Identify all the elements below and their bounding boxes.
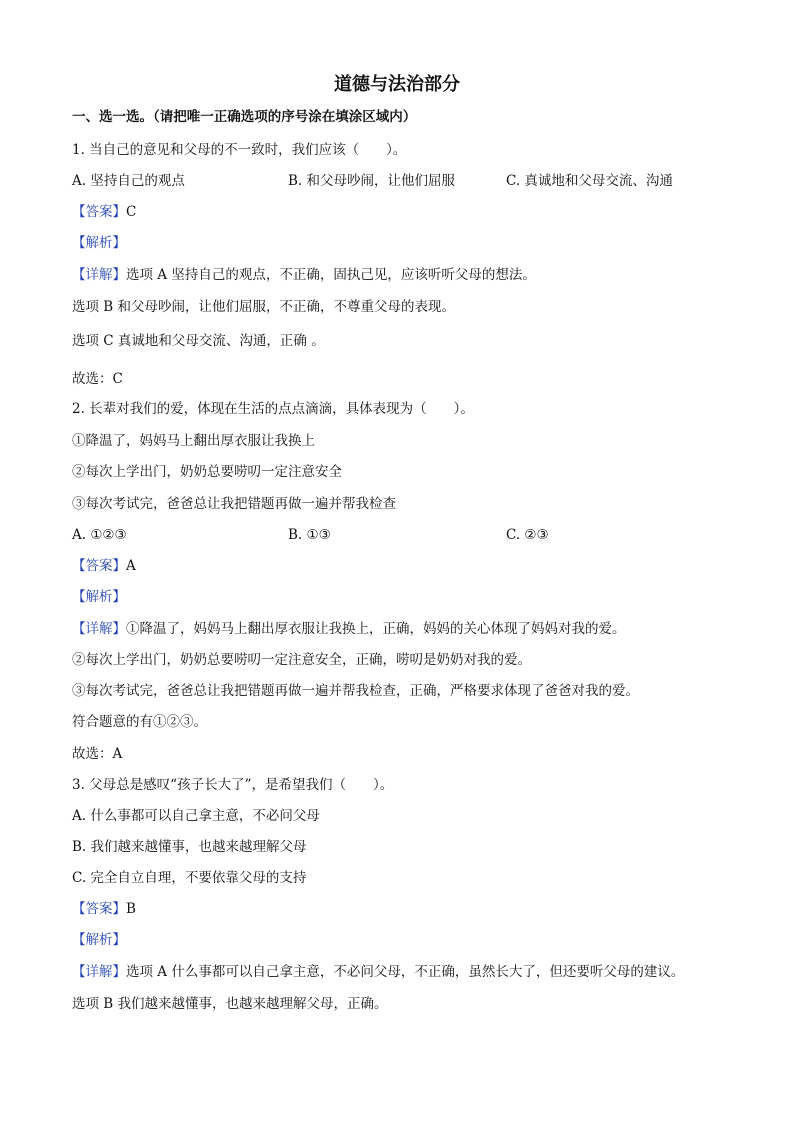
q1-option-a[interactable]: A. 坚持自己的观点 [72, 173, 185, 189]
q1-analysis [72, 234, 126, 252]
q1-option-b[interactable]: B. 和父母吵闹，让他们屈服 [288, 173, 456, 189]
answer-value: B [126, 901, 136, 917]
detail-tag: 【详解】 [72, 267, 126, 283]
detail-text: 选项 A 坚持自己的观点，不正确，固执己见，应该听听父母的想法。 [126, 267, 536, 283]
question-2-stem: 2. 长辈对我们的爱，体现在生活的点点滴滴，具体表现为（ ）。 [72, 401, 474, 417]
detail-text: ①降温了，妈妈马上翻出厚衣服让我换上，正确，妈妈的关心体现了妈妈对我的爱。 [126, 621, 626, 637]
q2-option-a[interactable]: A. ①②③ [72, 527, 127, 543]
question-2-options [72, 526, 722, 544]
q2-item: ①降温了，妈妈马上翻出厚衣服让我换上 [72, 433, 315, 449]
q3-option-c[interactable]: C. 完全自立自理，不要依靠父母的支持 [72, 870, 307, 886]
question-1-stem: 1. 当自己的意见和父母的不一致时，我们应该（ ）。 [72, 142, 407, 158]
answer-tag: 【答案】 [72, 901, 126, 917]
q3-option-a[interactable]: A. 什么事都可以自己拿主意，不必问父母 [72, 808, 320, 824]
q2-conclusion: 故选：A [72, 746, 123, 762]
q2-item: ②每次上学出门，奶奶总要唠叨一定注意安全 [72, 464, 342, 480]
q2-detail-line: ③每次考试完，爸爸总让我把错题再做一遍并帮我检查，正确，严格要求体现了爸爸对我的爱。 [72, 683, 639, 699]
q1-detail-line: 选项 B 和父母吵闹，让他们屈服，不正确，不尊重父母的表现。 [72, 299, 456, 315]
q3-detail-line: 选项 B 我们越来越懂事，也越来越理解父母，正确。 [72, 996, 388, 1012]
q1-detail-line: 选项 C 真诚地和父母交流、沟通，正确 。 [72, 333, 325, 349]
answer-tag: 【答案】 [72, 558, 126, 574]
q3-detail [72, 963, 684, 981]
analysis-tag: 【解析】 [72, 235, 126, 251]
section-heading: 一、选一选。（请把唯一正确选项的序号涂在填涂区域内） [72, 109, 417, 125]
question-3-stem: 3. 父母总是感叹“孩子长大了”，是希望我们（ ）。 [72, 777, 394, 793]
q2-option-c[interactable]: C. ②③ [506, 527, 549, 543]
q1-answer [72, 203, 136, 221]
q1-conclusion: 故选：C [72, 371, 123, 387]
detail-tag: 【详解】 [72, 621, 126, 637]
answer-value: A [126, 558, 136, 574]
page-title: 道德与法治部分 [334, 74, 460, 95]
detail-tag: 【详解】 [72, 964, 126, 980]
detail-text: 选项 A 什么事都可以自己拿主意，不必问父母，不正确，虽然长大了，但还要听父母的建议。 [126, 964, 685, 980]
q3-option-b[interactable]: B. 我们越来越懂事，也越来越理解父母 [72, 839, 307, 855]
q2-answer [72, 557, 136, 575]
q1-detail [72, 266, 536, 284]
q2-detail-line: 符合题意的有①②③。 [72, 714, 207, 730]
question-1-options [72, 172, 722, 190]
analysis-tag: 【解析】 [72, 589, 126, 605]
answer-value: C [126, 204, 137, 220]
q2-item: ③每次考试完，爸爸总让我把错题再做一遍并帮我检查 [72, 496, 396, 512]
q1-option-c[interactable]: C. 真诚地和父母交流、沟通 [506, 173, 673, 189]
q2-option-b[interactable]: B. ①③ [288, 527, 331, 543]
q3-analysis [72, 931, 126, 949]
q2-detail-line: ②每次上学出门，奶奶总要唠叨一定注意安全，正确，唠叨是奶奶对我的爱。 [72, 652, 531, 668]
analysis-tag: 【解析】 [72, 932, 126, 948]
q2-detail [72, 620, 626, 638]
q2-analysis [72, 588, 126, 606]
q3-answer [72, 900, 136, 918]
answer-tag: 【答案】 [72, 204, 126, 220]
